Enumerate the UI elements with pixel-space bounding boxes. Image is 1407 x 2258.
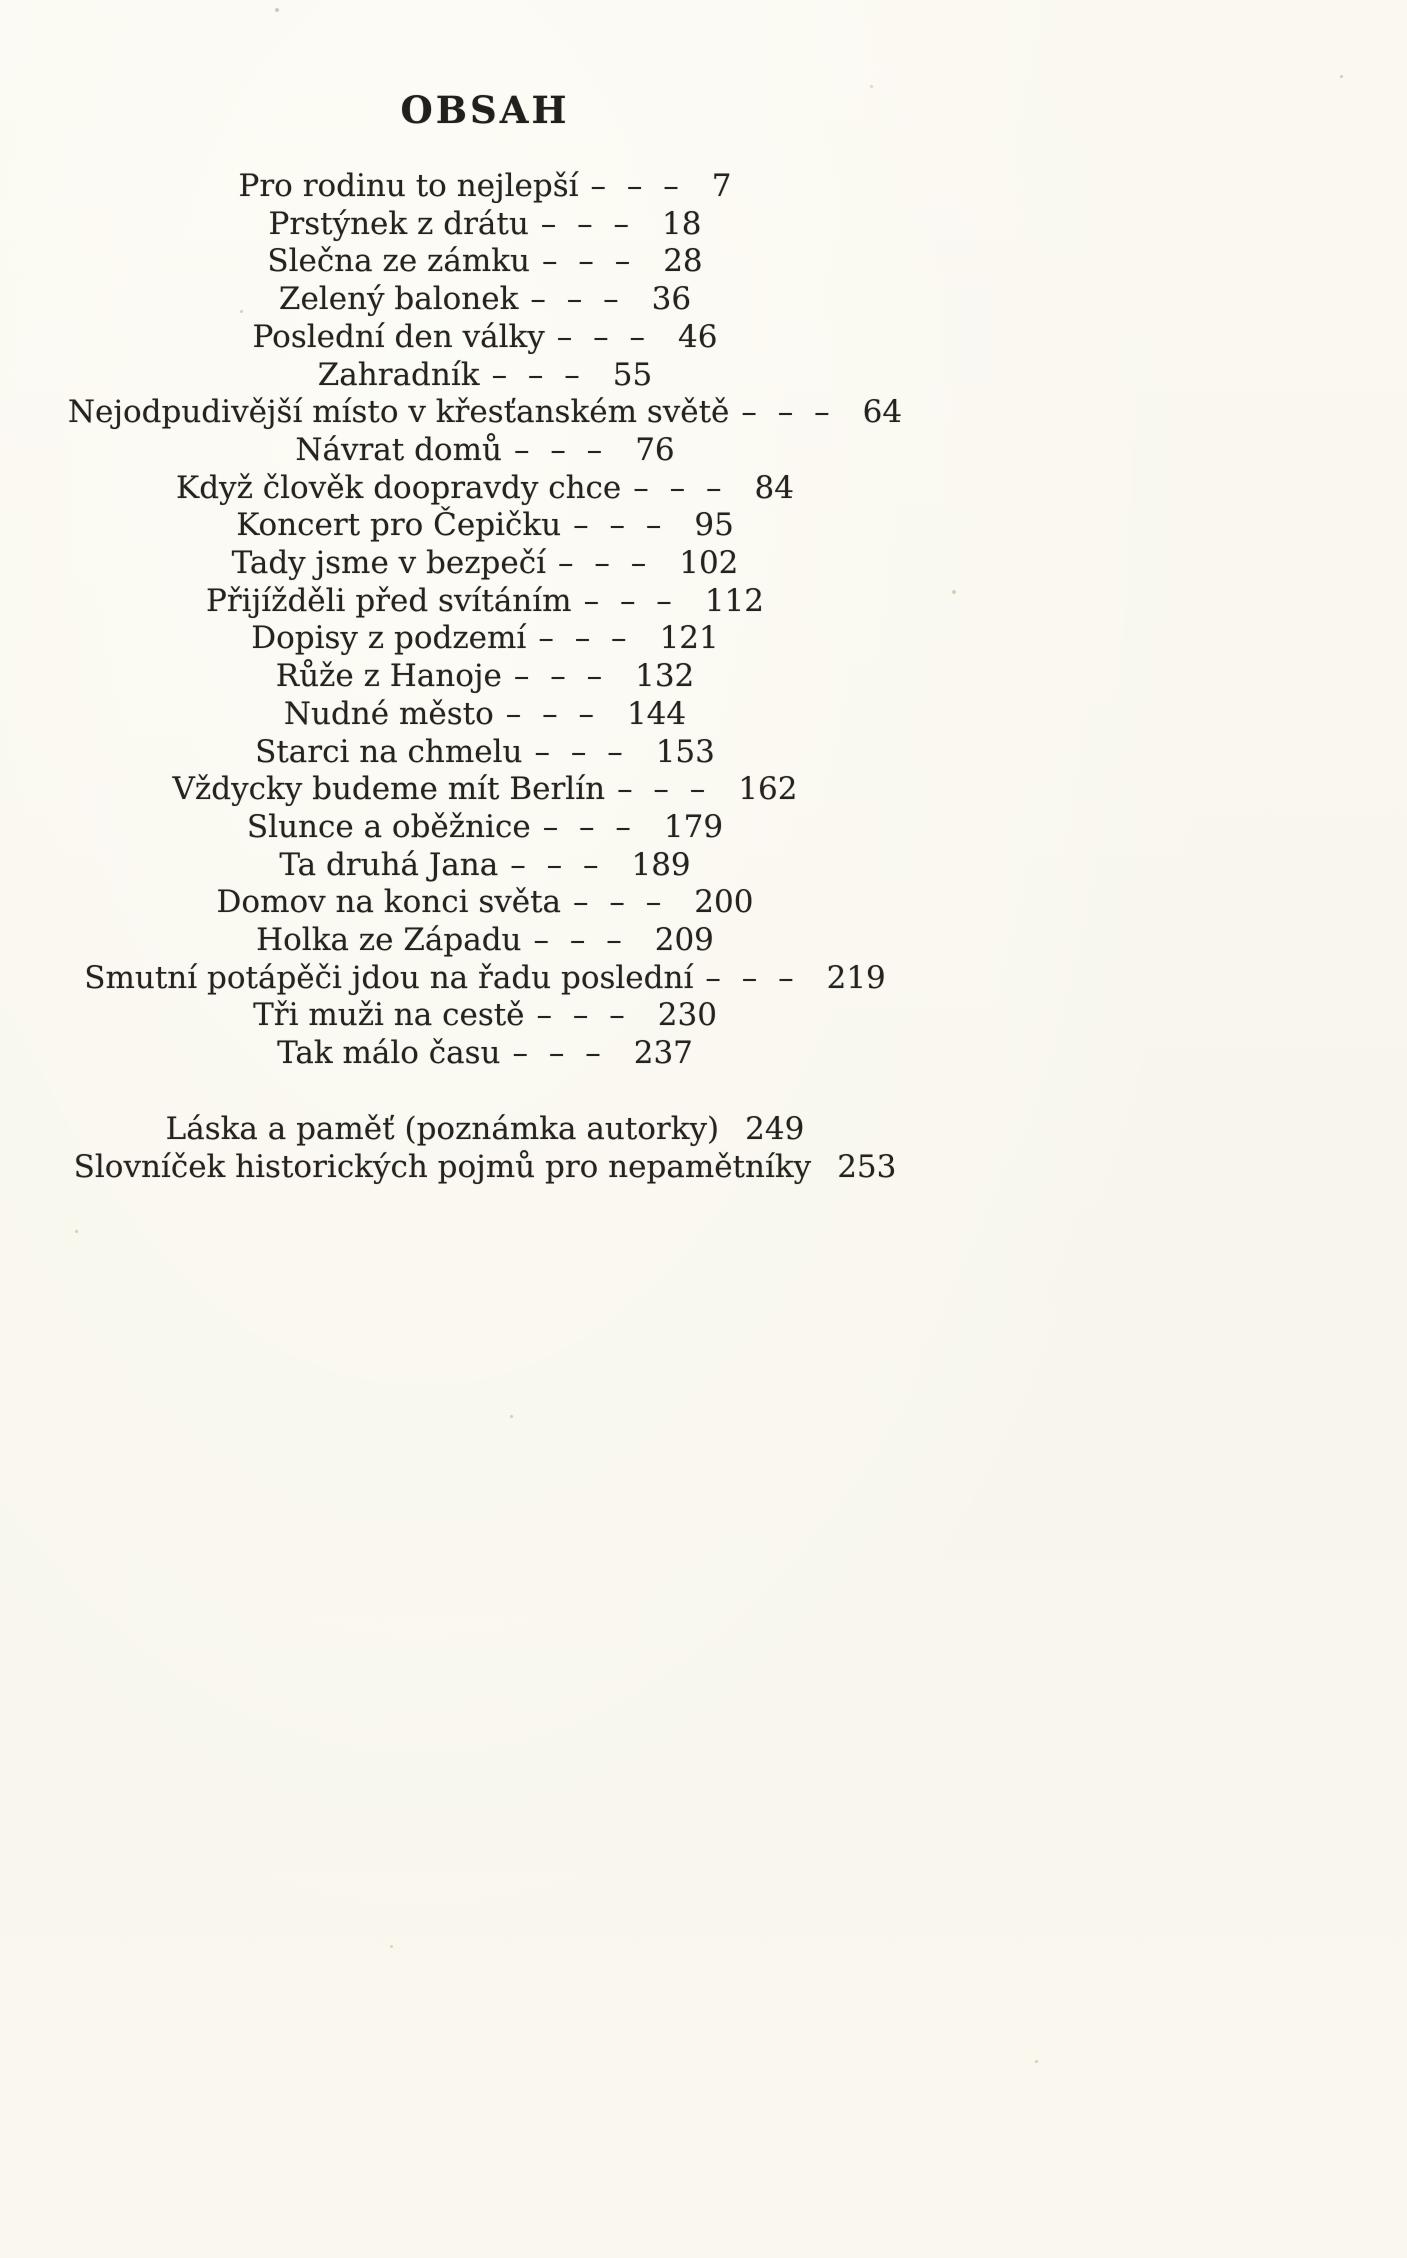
toc-entry-leader-dashes: – – – [538, 620, 628, 657]
toc-entry [0, 620, 970, 658]
toc-entry-title: Návrat domů [295, 431, 502, 468]
toc-entry-page-number: 132 [635, 658, 695, 695]
toc-entry-title: Smutní potápěči jdou na řadu poslední [84, 959, 694, 996]
toc-entry-title: Pro rodinu to nejlepší [238, 168, 579, 204]
paper-speckle [390, 1945, 393, 1948]
appendix-entry-title: Slovníček historických pojmů pro nepamětníky [73, 1148, 812, 1185]
toc-entry-page-number: 144 [626, 695, 687, 732]
toc-entry-leader-dashes: – – – [573, 507, 663, 544]
toc-entry-page-number: 18 [662, 205, 702, 242]
appendix-entry [0, 1149, 970, 1187]
toc-entry-page-number: 200 [694, 884, 754, 921]
appendix-entry-title: Láska a paměť (poznámka autorky) [165, 1110, 720, 1147]
toc-entry-leader-dashes: – – – [533, 922, 623, 959]
toc-entry [0, 809, 970, 847]
toc-entry [0, 960, 970, 998]
toc-entry-leader-dashes: – – – [540, 205, 631, 242]
toc-entry-title: Tady jsme v bezpečí [231, 545, 547, 582]
toc-entry [0, 507, 970, 545]
toc-entry [0, 545, 970, 583]
toc-entry-title: Zahradník [317, 356, 480, 393]
toc-entry-title: Nejodpudivější místo v křesťanském světě [67, 394, 730, 431]
toc-entry [0, 281, 970, 319]
toc-entry-page-number: 112 [704, 582, 764, 619]
toc-entry [0, 583, 970, 621]
toc-entry-title: Slečna ze zámku [267, 243, 530, 280]
toc-entry-leader-dashes: – – – [633, 469, 723, 506]
toc-entry-title: Když člověk doopravdy chce [176, 469, 622, 506]
toc-entry-leader-dashes: – – – [512, 1035, 602, 1072]
toc-entry [0, 470, 970, 508]
toc-entry-page-number: 209 [654, 922, 714, 959]
toc-entry [0, 884, 970, 922]
toc-entry-page-number: 153 [655, 733, 715, 770]
appendix-entries [0, 1111, 970, 1186]
toc-entry-page-number: 95 [694, 507, 734, 544]
toc-entry [0, 243, 970, 281]
toc-entry-page-number: 7 [711, 168, 732, 204]
toc-entry [0, 206, 970, 244]
toc-entry-title: Koncert pro Čepičku [236, 507, 562, 544]
toc-entry-leader-dashes: – – – [741, 394, 831, 431]
toc-entry-title: Domov na konci světa [216, 884, 562, 921]
page-title: OBSAH [400, 88, 570, 132]
toc-entry-page-number: 64 [862, 394, 903, 431]
toc-entry-leader-dashes: – – – [573, 884, 663, 921]
toc-entry [0, 771, 970, 809]
toc-entry-page-number: 36 [651, 281, 692, 318]
appendix-entry-page-number: 249 [745, 1110, 805, 1147]
appendix-entry [0, 1111, 970, 1149]
toc-entry [0, 319, 970, 357]
toc-entry-title: Poslední den války [252, 318, 545, 355]
paper-speckle [1035, 2060, 1038, 2063]
toc-entry-page-number: 102 [679, 545, 739, 582]
toc-entry [0, 168, 970, 206]
paper-speckle [75, 1230, 78, 1233]
toc-entry [0, 997, 970, 1035]
toc-entry-leader-dashes: – – – [617, 771, 707, 808]
toc-entry-title: Vždycky budeme mít Berlín [172, 771, 606, 808]
toc-entry-leader-dashes: – – – [536, 997, 626, 1034]
toc-entry-page-number: 76 [635, 431, 675, 468]
table-of-contents [0, 168, 970, 1073]
toc-entry-page-number: 189 [631, 846, 691, 883]
toc-entry-leader-dashes: – – – [513, 431, 604, 468]
toc-entry-page-number: 219 [826, 959, 886, 996]
toc-entry-page-number: 55 [612, 356, 653, 393]
toc-entry-title: Starci na chmelu [255, 733, 523, 770]
toc-entry-page-number: 230 [657, 997, 717, 1034]
toc-entry-leader-dashes: – – – [558, 545, 648, 582]
paper-speckle [1340, 75, 1343, 78]
toc-entry-page-number: 162 [738, 771, 798, 808]
toc-entry-leader-dashes: – – – [510, 846, 600, 883]
toc-entry [0, 394, 970, 432]
toc-entry [0, 696, 970, 734]
toc-entry-title: Tak málo času [277, 1035, 501, 1072]
toc-entry-title: Tři muži na cestě [253, 997, 525, 1034]
toc-entry-page-number: 84 [754, 469, 794, 506]
toc-entry-leader-dashes: – – – [491, 356, 581, 393]
toc-entry [0, 432, 970, 470]
toc-entry-leader-dashes: – – – [534, 733, 624, 770]
toc-entry-page-number: 28 [663, 243, 703, 280]
toc-entry-page-number: 237 [633, 1035, 693, 1072]
appendix-entry-page-number: 253 [837, 1148, 897, 1185]
toc-entry-title: Dopisy z podzemí [251, 620, 527, 657]
paper-speckle [510, 1415, 513, 1418]
toc-entry-title: Přijížděli před svítáním [206, 582, 572, 619]
toc-entry-leader-dashes: – – – [530, 281, 620, 318]
toc-entry-leader-dashes: – – – [505, 695, 595, 732]
toc-entry-title: Růže z Hanoje [275, 658, 502, 695]
toc-entry-title: Nudné město [283, 695, 494, 732]
toc-entry-page-number: 179 [663, 808, 724, 845]
toc-entry-leader-dashes: – – – [590, 168, 680, 204]
toc-entry-leader-dashes: – – – [541, 243, 632, 280]
toc-entry-title: Slunce a oběžnice [246, 808, 531, 845]
toc-entry [0, 1035, 970, 1073]
toc-entry [0, 922, 970, 960]
toc-entry-leader-dashes: – – – [513, 658, 604, 695]
content-column [0, 0, 970, 1186]
toc-entry-leader-dashes: – – – [542, 808, 632, 845]
toc-entry-title: Holka ze Západu [256, 922, 522, 959]
toc-entry-leader-dashes: – – – [556, 318, 646, 355]
toc-entry [0, 357, 970, 395]
toc-entry-title: Zelený balonek [278, 281, 519, 318]
toc-entry-title: Prstýnek z drátu [268, 205, 529, 242]
toc-entry-page-number: 121 [659, 620, 719, 657]
toc-entry [0, 847, 970, 885]
toc-entry [0, 658, 970, 696]
toc-entry-leader-dashes: – – – [705, 959, 795, 996]
toc-entry-page-number: 46 [678, 318, 718, 355]
toc-entry-title: Ta druhá Jana [279, 846, 499, 883]
toc-entry [0, 734, 970, 772]
toc-entry-leader-dashes: – – – [583, 582, 673, 619]
